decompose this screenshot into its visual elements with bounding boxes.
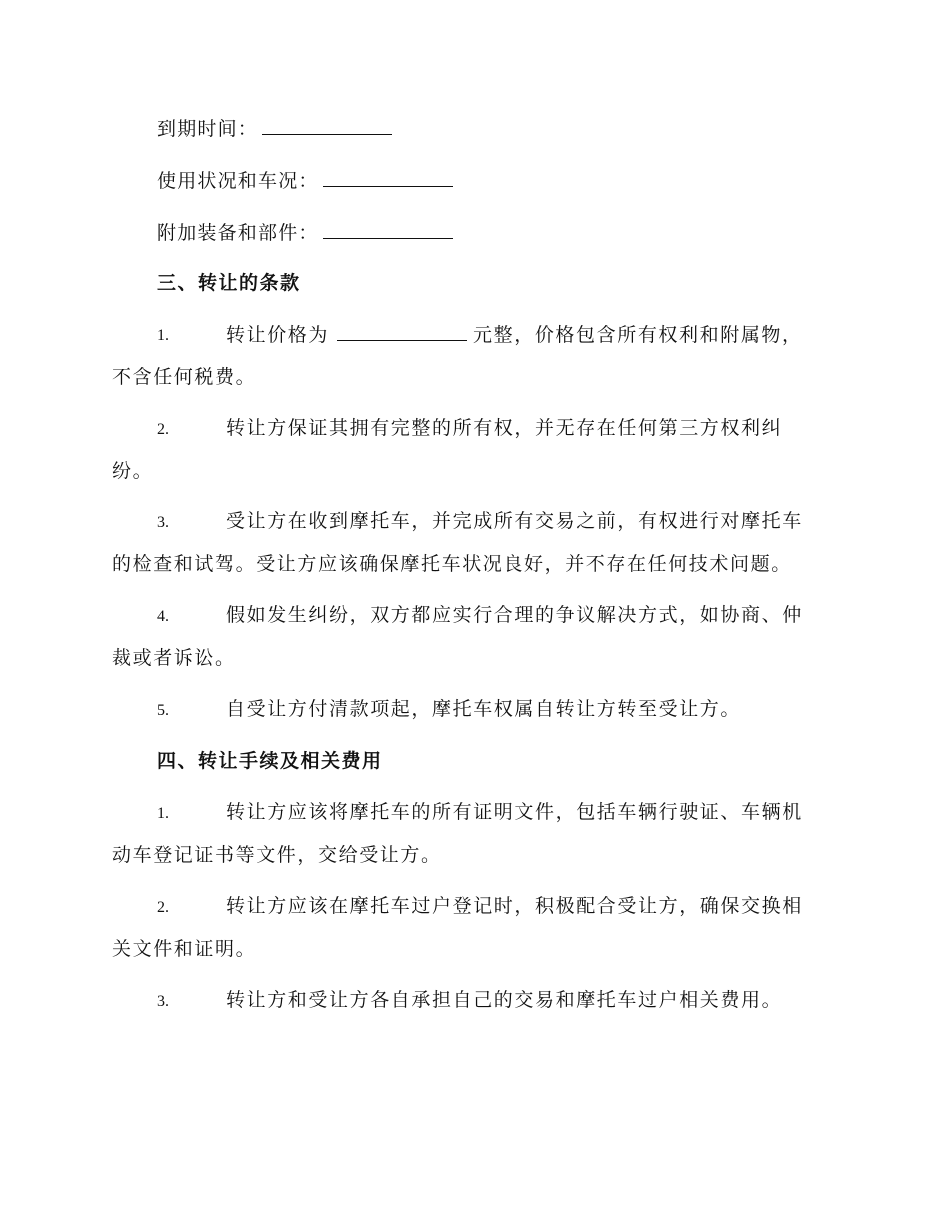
section3-item5-line1: 自受让方付清款项起，摩托车权属自转让方转至受让方。 — [226, 698, 742, 720]
section4-item1-line2: 动车登记证书等文件，交给受让方。 — [112, 844, 442, 866]
expiry-date-blank — [262, 116, 392, 135]
condition-blank — [323, 168, 453, 187]
price-text-after: 元整，价格包含所有权利和附属物， — [473, 324, 803, 346]
section3-item4-number: 4. — [157, 608, 169, 625]
section4-item3-number: 3. — [157, 993, 169, 1010]
section3-heading: 三、转让的条款 — [157, 272, 301, 294]
accessories-field — [157, 220, 453, 245]
section3-item3-line1: 受让方在收到摩托车，并完成所有交易之前，有权进行对摩托车 — [226, 510, 803, 532]
section3-item1-line1 — [226, 322, 803, 347]
condition-label: 使用状况和车况： — [157, 170, 319, 192]
condition-field — [157, 168, 453, 193]
section3-item4-line2: 裁或者诉讼。 — [112, 647, 236, 669]
accessories-blank — [323, 220, 453, 239]
section4-item1-line1: 转让方应该将摩托车的所有证明文件，包括车辆行驶证、车辆机 — [226, 801, 803, 823]
section3-item4-line1: 假如发生纠纷，双方都应实行合理的争议解决方式，如协商、仲 — [226, 604, 803, 626]
price-text-before: 转让价格为 — [226, 324, 330, 346]
section4-item2-number: 2. — [157, 899, 169, 916]
accessories-label: 附加装备和部件： — [157, 222, 319, 244]
expiry-date-field — [157, 116, 392, 141]
price-blank — [337, 322, 467, 341]
expiry-date-label: 到期时间： — [157, 118, 259, 140]
section3-item3-line2: 的检查和试驾。受让方应该确保摩托车状况良好，并不存在任何技术问题。 — [112, 553, 792, 575]
section3-item2-line2: 纷。 — [112, 460, 154, 482]
section4-item2-line1: 转让方应该在摩托车过户登记时，积极配合受让方，确保交换相 — [226, 895, 803, 917]
section3-item1-line2: 不含任何税费。 — [112, 366, 257, 388]
section4-item3-line1: 转让方和受让方各自承担自己的交易和摩托车过户相关费用。 — [226, 989, 783, 1011]
section3-item3-number: 3. — [157, 514, 169, 531]
section3-item5-number: 5. — [157, 702, 169, 719]
section4-item1-number: 1. — [157, 805, 169, 822]
section3-item2-line1: 转让方保证其拥有完整的所有权，并无存在任何第三方权利纠 — [226, 417, 783, 439]
section4-item2-line2: 关文件和证明。 — [112, 938, 257, 960]
section3-item2-number: 2. — [157, 421, 169, 438]
section3-item1-number: 1. — [157, 327, 169, 344]
section4-heading: 四、转让手续及相关费用 — [157, 750, 383, 772]
